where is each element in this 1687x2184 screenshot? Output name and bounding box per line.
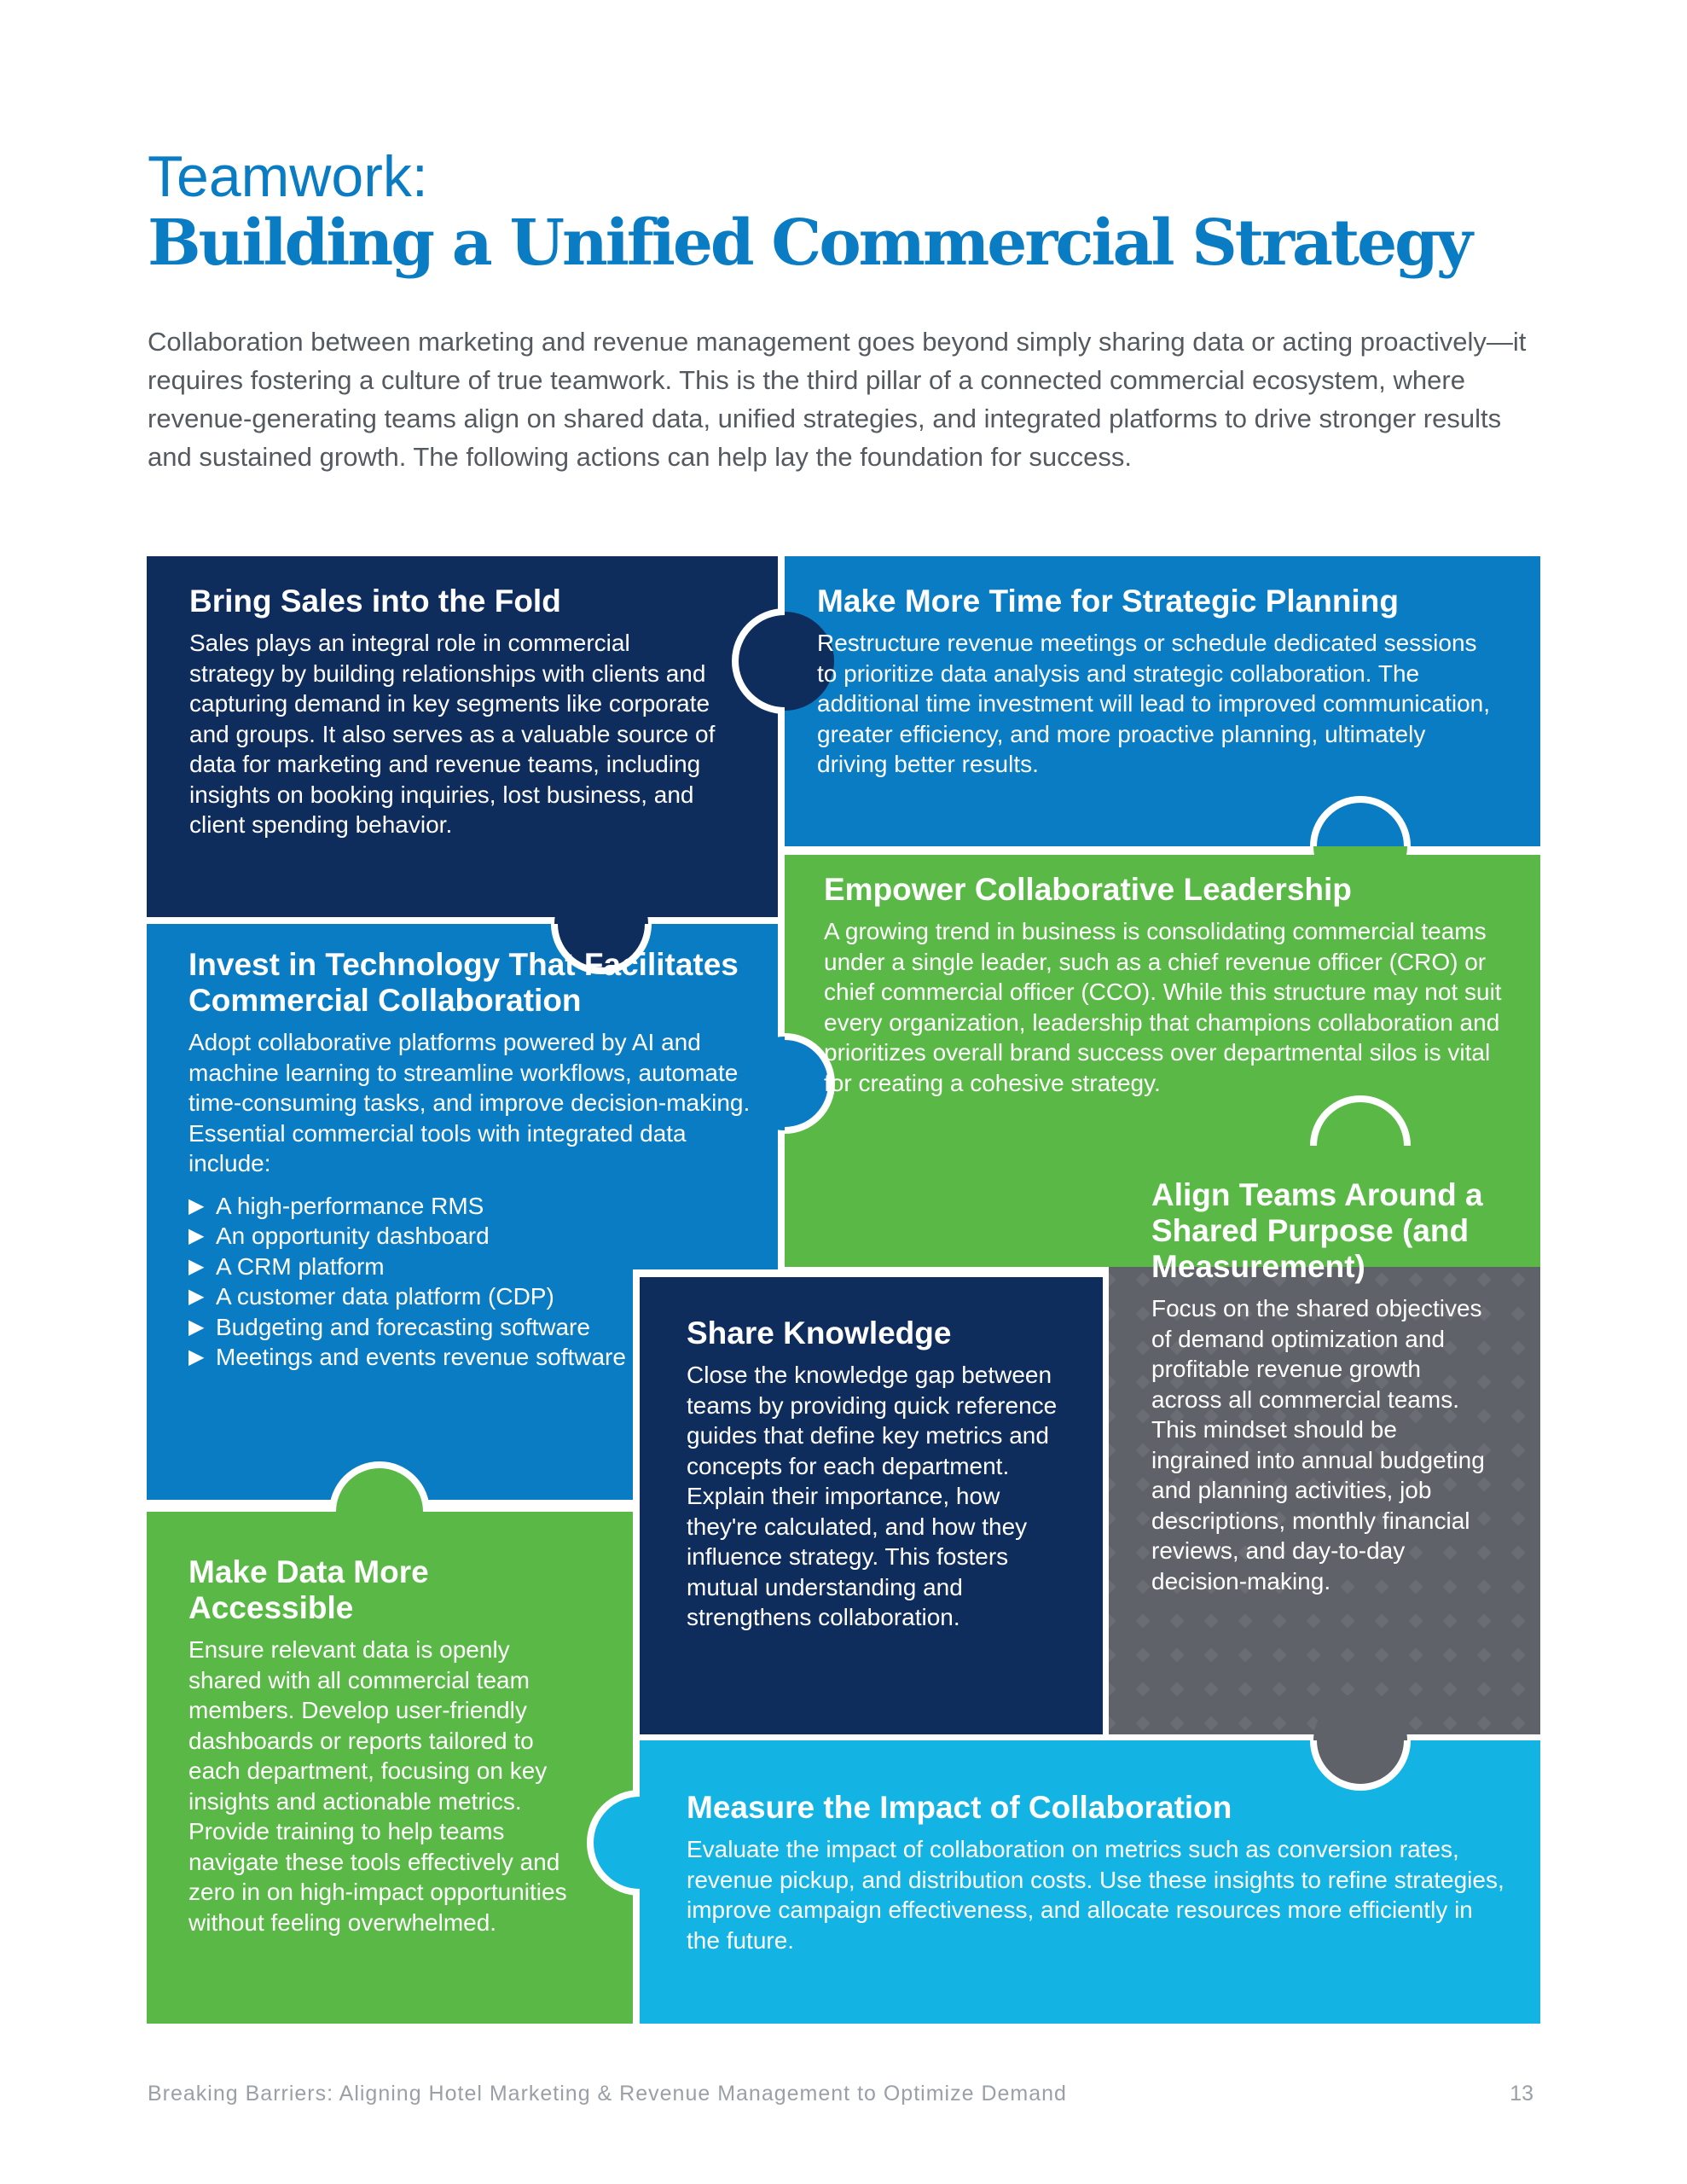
technology-body: Adopt collaborative platforms powered by AI and machine learning to streamline workflows, automate time-consuming tasks, and improve decision-making. Essential commercial tools with integrated data include: <box>188 1029 751 1176</box>
planning-title: Make More Time for Strategic Planning <box>817 584 1399 619</box>
measure-body: Evaluate the impact of collaboration on metrics such as conversion rates, revenue pickup, and distribution costs. Use these insights to refine strategies, improve campaign effectiveness, and allocate resources more efficiently in the future. <box>687 1836 1504 1954</box>
align-text <box>1151 1177 1493 1596</box>
bullet-arrow-icon: ▶ <box>188 1254 205 1278</box>
data-body: Ensure relevant data is openly shared with all commercial team members. Develop user-friendly dashboards or reports tailored to each department, focusing on key insights and actionable metrics. Provide training to help teams navigate these tools effectively and zero in on high-impact opportunities without feeling overwhelmed. <box>188 1636 567 1936</box>
data-text <box>188 1554 589 1937</box>
technology-text <box>188 947 751 1373</box>
sales-body: Sales plays an integral role in commercial strategy by building relationships with clients and capturing demand in key segments like corporate and groups. It also serves as a valuable source of data for marketing and revenue teams, including insights on booking inquiries, lost business, and client spending behavior. <box>189 630 716 838</box>
list-item: ▶ Meetings and events revenue software <box>188 1342 751 1373</box>
data-title: Make Data More Accessible <box>188 1554 429 1625</box>
page-title: Building a Unified Commercial Strategy <box>148 206 1470 280</box>
measure-text <box>687 1790 1505 1955</box>
leadership-title: Empower Collaborative Leadership <box>824 872 1352 907</box>
bullet-arrow-icon: ▶ <box>188 1285 205 1308</box>
planning-text <box>817 584 1499 780</box>
knowledge-title: Share Knowledge <box>687 1316 952 1350</box>
knowledge-text <box>687 1316 1070 1633</box>
bullet-arrow-icon: ▶ <box>188 1315 205 1339</box>
list-item: ▶ An opportunity dashboard <box>188 1221 751 1252</box>
technology-title: Invest in Technology That Facilitates Commercial Collaboration <box>188 947 739 1018</box>
bullet-arrow-icon: ▶ <box>188 1345 205 1368</box>
list-item: ▶ A high-performance RMS <box>188 1191 751 1222</box>
leadership-body: A growing trend in business is consolidating commercial teams under a single leader, such as a chief revenue officer (CRO) or chief commercial officer (CCO). While this structure may not suit every organization, leadership that champions collaboration and prioritizes overall brand success over departmental silos is vital for creating a cohesive strategy. <box>824 918 1502 1096</box>
footer-text: Breaking Barriers: Aligning Hotel Marketing & Revenue Management to Optimize Demand <box>148 2082 1067 2106</box>
bullet-arrow-icon: ▶ <box>188 1224 205 1247</box>
sales-title: Bring Sales into the Fold <box>189 584 561 619</box>
intro-paragraph: Collaboration between marketing and revenue management goes beyond simply sharing data or acting proactively—it requires fostering a culture of true teamwork. This is the third pillar of a connected commercial ecosystem, where revenue-generating teams align on shared data, unified strategies, and integrated platforms to drive stronger results and sustained growth. The following actions can help lay the foundation for success. <box>148 327 1527 472</box>
list-item: ▶ Budgeting and forecasting software <box>188 1312 751 1343</box>
technology-tool-list <box>188 1191 751 1373</box>
page-title-light: Teamwork: <box>148 144 428 209</box>
list-item: ▶ A CRM platform <box>188 1252 751 1282</box>
bullet-arrow-icon: ▶ <box>188 1194 205 1217</box>
align-title: Align Teams Around a Shared Purpose (and Measurement) <box>1151 1177 1483 1284</box>
measure-title: Measure the Impact of Collaboration <box>687 1790 1232 1825</box>
leadership-text <box>824 872 1506 1098</box>
sales-text <box>189 584 718 840</box>
page-number: 13 <box>1510 2082 1533 2106</box>
planning-body: Restructure revenue meetings or schedule dedicated sessions to prioritize data analysis and strategic collaboration. The additional time investment will lead to improved communication, greater efficiency, and more proactive planning, ultimately driving better results. <box>817 630 1491 777</box>
list-item: ▶ A customer data platform (CDP) <box>188 1281 751 1312</box>
align-body: Focus on the shared objectives of demand optimization and profitable revenue growth across all commercial teams. This mindset should be ingrained into annual budgeting and planning activities, job descriptions, monthly financial reviews, and day-to-day decision-making. <box>1151 1295 1485 1594</box>
knowledge-body: Close the knowledge gap between teams by providing quick reference guides that define key metrics and concepts for each department. Explain their importance, how they're calculated, and how they influence strategy. This fosters mutual understanding and strengthens collaboration. <box>687 1362 1058 1630</box>
